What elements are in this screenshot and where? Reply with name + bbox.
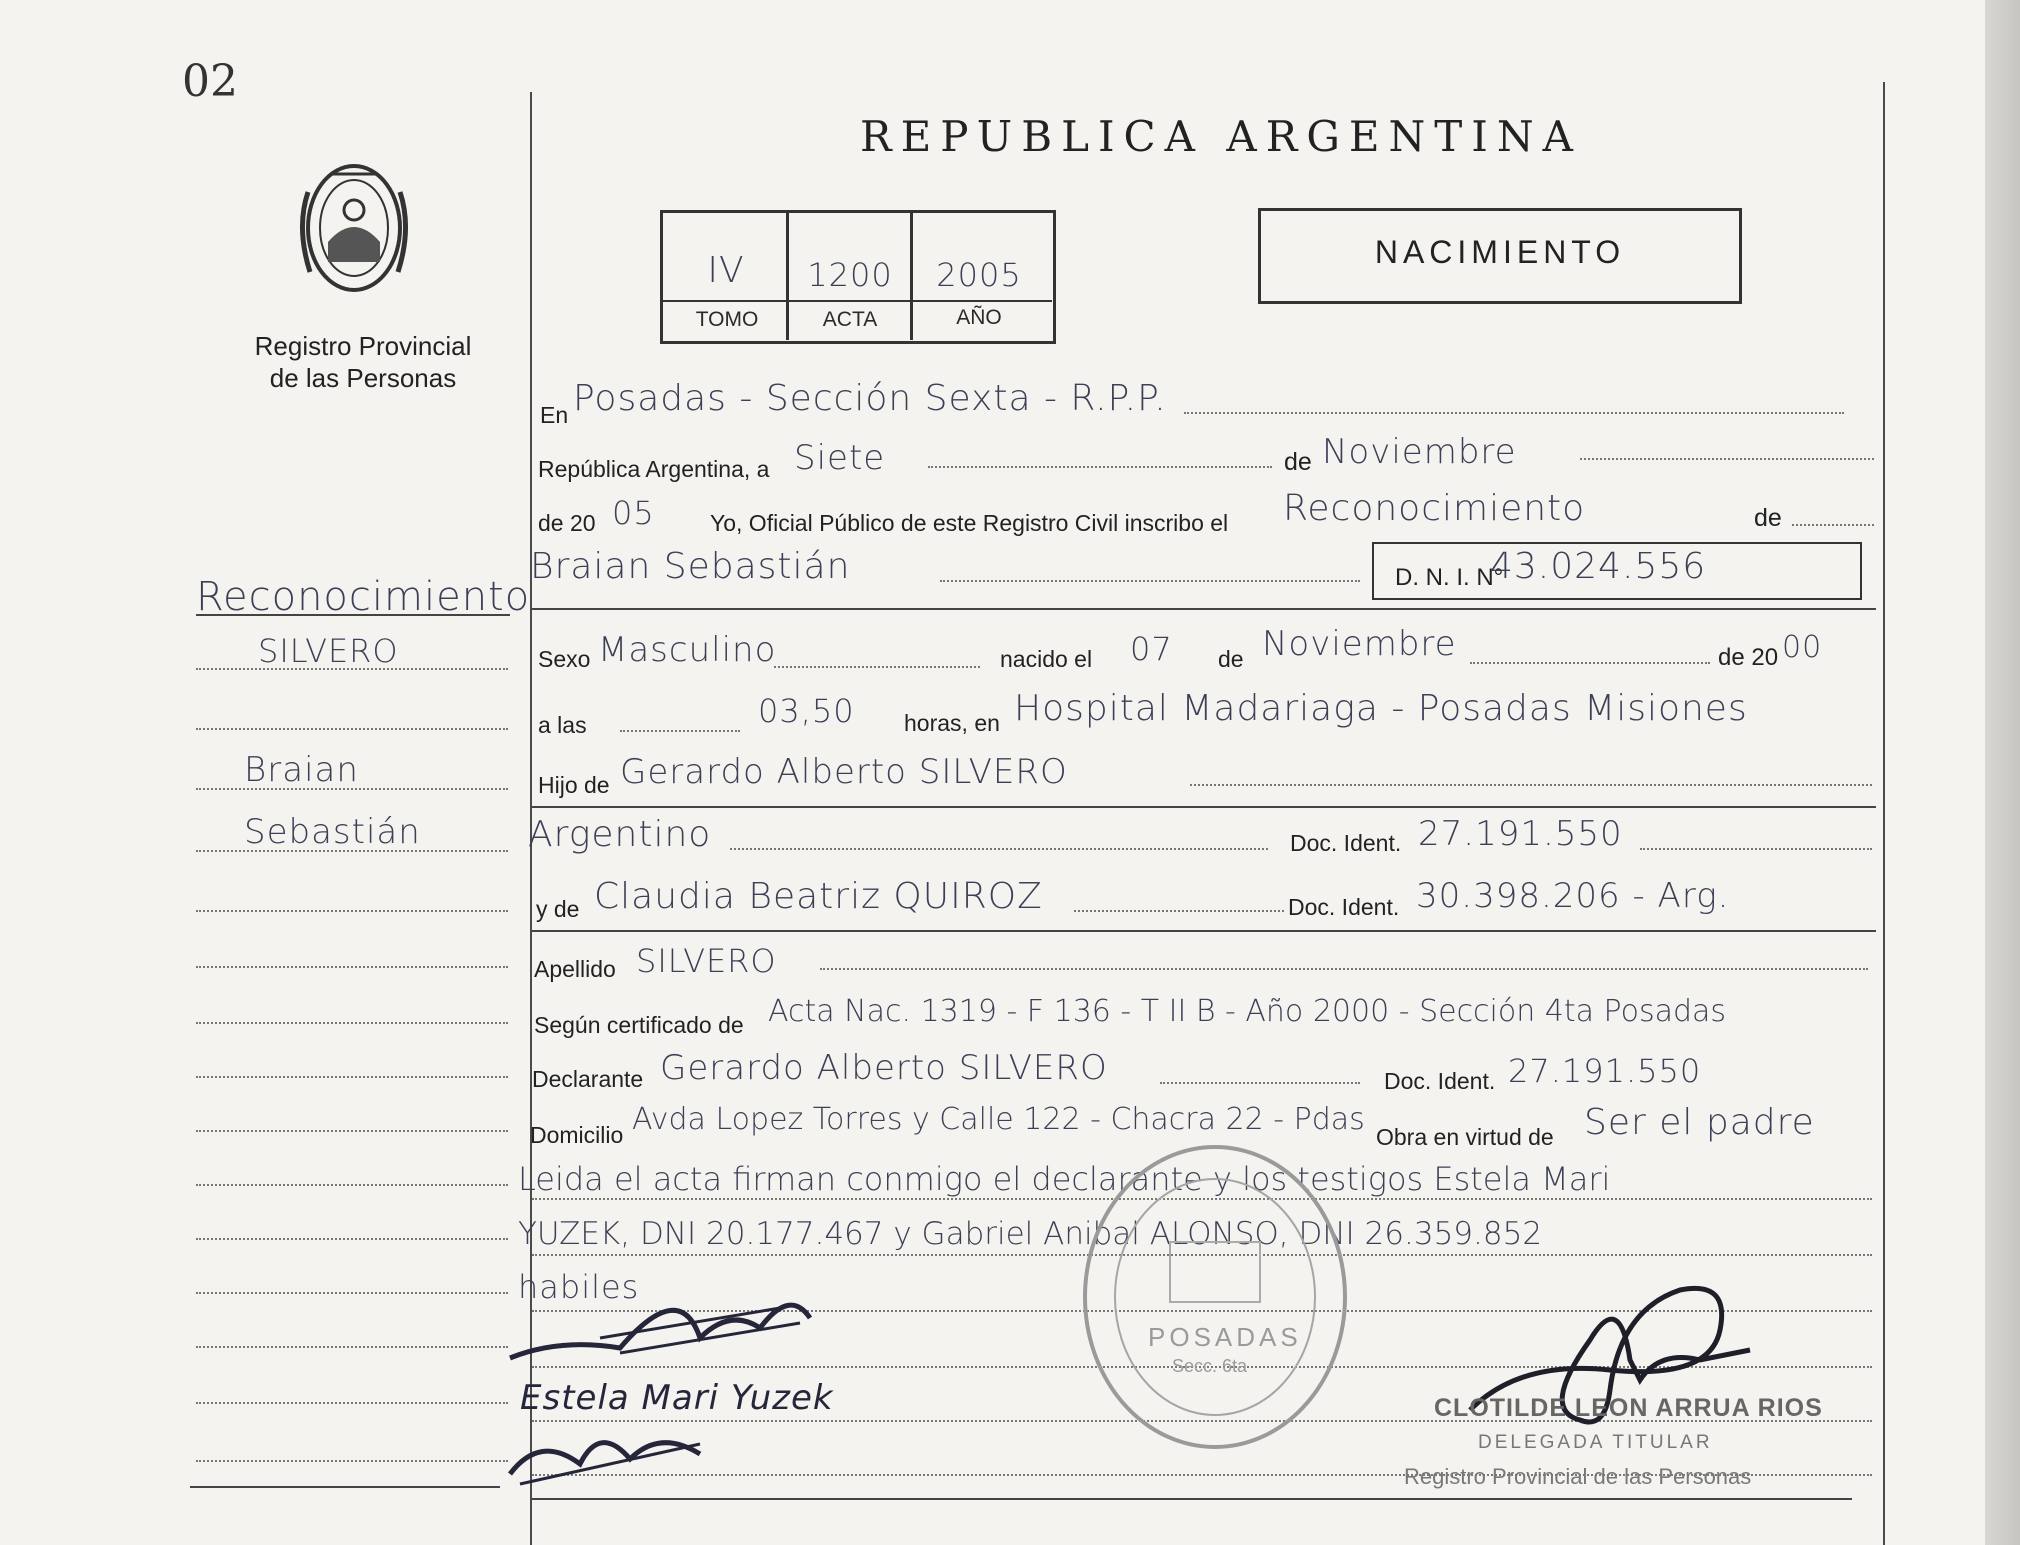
misiones-seal-icon (288, 152, 420, 304)
fill-line (1470, 662, 1710, 664)
fill-line (1160, 1082, 1360, 1084)
margin-line (196, 668, 508, 670)
tomo-label: TOMO (695, 308, 759, 331)
section-rule (532, 1498, 1852, 1500)
margin-line (196, 1130, 508, 1132)
margin-line (196, 1292, 508, 1294)
dni-label: D. N. I. N° (1395, 564, 1504, 591)
de-label: de (1284, 448, 1312, 476)
fill-line (774, 666, 980, 668)
y-de-label: y de (536, 896, 580, 922)
margin-title-rule (196, 614, 510, 616)
margin-line (196, 1346, 508, 1348)
margin-line (196, 1460, 508, 1462)
dni-value: 43.024.556 (1490, 546, 1707, 587)
official-name: CLOTILDE LEON ARRUA RIOS (1434, 1394, 1823, 1422)
father-nationality: Argentino (528, 814, 712, 855)
margin-line (196, 1184, 508, 1186)
mother-doc: 30.398.206 - Arg. (1416, 876, 1730, 916)
declarante-doc: 27.191.550 (1508, 1052, 1702, 1090)
horas-label: horas, en (904, 710, 1000, 736)
margin-line (196, 1402, 508, 1404)
witness-signature-3-icon (500, 1414, 730, 1494)
witness-signature-1-icon (500, 1268, 830, 1368)
domicilio-label: Domicilio (530, 1122, 624, 1148)
section-rule (532, 806, 1876, 808)
witness-signature-2: Estela Mari Yuzek (520, 1378, 834, 1418)
act-kind: Reconocimiento (1283, 488, 1586, 529)
stamp-section: Secc. 6ta (1172, 1356, 1248, 1376)
acta-value: 1200 (807, 256, 893, 294)
acta-label: ACTA (822, 308, 878, 331)
certificate: Acta Nac. 1319 - F 136 - T II B - Año 2000 - Sección 4ta Posadas (768, 994, 1727, 1029)
year-suffix: 05 (612, 494, 655, 532)
right-border (1883, 82, 1885, 1545)
doc-ident-label-2: Doc. Ident. (1288, 894, 1400, 920)
registry-line-2: de las Personas (269, 363, 457, 393)
margin-line (196, 788, 508, 790)
obra-label: Obra en virtud de (1376, 1124, 1554, 1150)
official-registry: Registro Provincial de las Personas (1404, 1464, 1752, 1489)
fill-line (940, 580, 1360, 582)
fill-line (1580, 458, 1874, 460)
mother-name: Claudia Beatriz QUIROZ (594, 876, 1043, 917)
stamp-city: POSADAS (1148, 1322, 1302, 1352)
birth-month: Noviembre (1262, 624, 1457, 664)
fill-line (1190, 784, 1872, 786)
margin-bottom-rule (190, 1486, 500, 1488)
margin-line (196, 1022, 508, 1024)
page-number: 02 (182, 56, 238, 107)
margin-line (196, 910, 508, 912)
record-box-rule (662, 300, 1052, 302)
birth-day: 07 (1130, 630, 1173, 668)
section-rule (532, 608, 1876, 610)
fill-line (820, 968, 1868, 970)
margin-line (196, 1076, 508, 1078)
sexo-label: Sexo (538, 646, 591, 672)
person-name: Braian Sebastián (530, 546, 851, 587)
registry-stamp-icon (1070, 1132, 1360, 1462)
obra-value: Ser el padre (1584, 1102, 1815, 1143)
margin-line (196, 728, 508, 730)
margin-first-name: Braian (244, 750, 359, 790)
hijo-label: Hijo de (538, 772, 610, 798)
document-type: NACIMIENTO (1374, 234, 1626, 270)
de-label-3: de (1218, 646, 1244, 672)
apellido-value: SILVERO (636, 942, 777, 980)
margin-line (196, 1238, 508, 1240)
fill-line (1184, 412, 1844, 414)
father-name: Gerardo Alberto SILVERO (620, 752, 1068, 792)
lectura-line-1: Leida el acta firman conmigo el declarante y los testigos Estela Mari (518, 1160, 1611, 1198)
father-doc: 27.191.550 (1418, 814, 1623, 854)
sexo-value: Masculino (598, 630, 777, 670)
declarante-label: Declarante (532, 1066, 644, 1092)
fill-line (620, 730, 740, 732)
fill-line (730, 848, 1268, 850)
en-label: En (540, 402, 569, 428)
fill-line (1792, 524, 1874, 526)
domicilio-value: Avda Lopez Torres y Calle 122 - Chacra 22 - Pdas (632, 1102, 1365, 1137)
day: Siete (794, 438, 886, 478)
record-box-divider-1 (786, 212, 789, 340)
margin-title: Reconocimiento (196, 574, 531, 620)
doc-ident-label: Doc. Ident. (1290, 830, 1402, 856)
margin-middle-name: Sebastián (244, 812, 421, 852)
anio-label: AÑO (956, 306, 1002, 329)
nacido-label: nacido el (1000, 646, 1093, 672)
declarante-value: Gerardo Alberto SILVERO (660, 1048, 1108, 1088)
tomo-value: IV (707, 250, 745, 291)
lectura-line-2: YUZEK, DNI 20.177.467 y Gabriel Anibal ALONSO, DNI 26.359.852 (518, 1216, 1543, 1252)
lectura-line-3: habiles (518, 1268, 640, 1306)
republica-label: República Argentina, a (538, 456, 770, 482)
official-position: DELEGADA TITULAR (1478, 1432, 1713, 1453)
anio-value: 2005 (936, 256, 1022, 294)
fill-line (1640, 848, 1872, 850)
margin-line (196, 966, 508, 968)
registry-line-1: Registro Provincial (254, 331, 472, 361)
de-label-2: de (1754, 504, 1782, 532)
page-edge (1985, 0, 2020, 1545)
de20-label: de 20 (538, 510, 596, 536)
place: Posadas - Sección Sexta - R.P.P. (573, 378, 1167, 419)
margin-line (196, 850, 508, 852)
month: Noviembre (1322, 432, 1517, 472)
birth-place: Hospital Madariaga - Posadas Misiones (1014, 688, 1748, 729)
segun-label: Según certificado de (534, 1012, 744, 1038)
country-title: REPUBLICA ARGENTINA (860, 112, 1582, 161)
section-rule (532, 930, 1876, 932)
doc-ident-label-3: Doc. Ident. (1384, 1068, 1496, 1094)
fill-line (1074, 910, 1284, 912)
yo-label: Yo, Oficial Público de este Registro Civil inscribo el (710, 510, 1229, 536)
a-las-label: a las (538, 712, 587, 738)
margin-surname: SILVERO (258, 632, 399, 670)
birth-year-suffix: 00 (1782, 630, 1823, 665)
birth-time: 03,50 (758, 692, 855, 730)
record-box-divider-2 (910, 212, 913, 340)
de2000-label: de 20 (1718, 644, 1779, 671)
fill-line (928, 466, 1272, 468)
apellido-label: Apellido (534, 956, 616, 982)
